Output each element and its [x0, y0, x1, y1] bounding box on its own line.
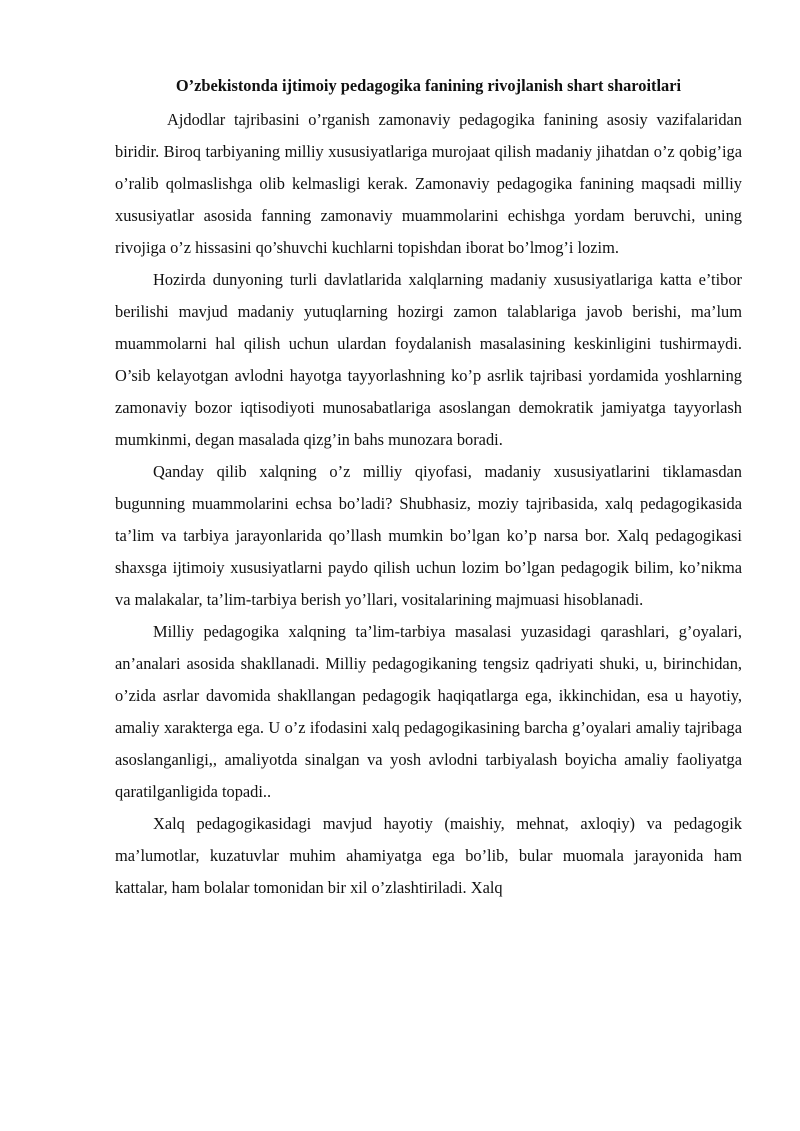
paragraph-5: Xalq pedagogikasidagi mavjud hayotiy (maishiy, mehnat, axloqiy) va pedagogik ma’lumotlar, kuzatuvlar muhim ahamiyatga ega bo’lib, bular muomala jarayonida ham kattalar, ham bolalar tomonidan bir xil o’zlashtiriladi. Xalq — [115, 814, 742, 897]
paragraph-4: Milliy pedagogika xalqning ta’lim-tarbiya masalasi yuzasidagi qarashlari, g’oyalari, an’analari asosida shakllanadi. Milliy pedagogikaning tengsiz qadriyati shuki, u, birinchidan, o’zida asrlar davomida shakllangan pedagogik haqiqatlarga ega, ikkinchidan, esa u hayotiy, amaliy xarakterga ega. U o’z ifodasini xalq pedagogikasining barcha g’oyalari amaliy tajribaga asoslanganligi,, amaliyotda sinalgan va yosh avlodni tarbiyalash boyicha amaliy faoliyatga qaratilganligida topadi.. — [115, 622, 742, 801]
page-title: O’zbekistonda ijtimoiy pedagogika fanining rivojlanish shart sharoitlari — [175, 76, 682, 95]
document-page — [115, 70, 742, 904]
paragraph-3: Qanday qilib xalqning o’z milliy qiyofasi, madaniy xususiyatlarini tiklamasdan bugunning muammolarini echsa bo’ladi? Shubhasiz, moziy tajribasida, xalq pedagogikasida ta’lim va tarbiya jarayonlarida qo’llash mumkin bo’lgan ko’p narsa bor. Xalq pedagogikasi shaxsga ijtimoiy xususiyatlarni paydo qilish uchun lozim bo’lgan pedagogik bilim, ko’nikma va malakalar, ta’lim-tarbiya berish yo’llari, vositalarining majmuasi hisoblanadi. — [115, 462, 742, 609]
paragraph-1: Ajdodlar tajribasini o’rganish zamonaviy pedagogika fanining asosiy vazifalaridan biridir. Biroq tarbiyaning milliy xususiyatlariga murojaat qilish madaniy jihatdan o’z qobig’iga o’ralib qolmaslishga olib kelmasligi kerak. Zamonaviy pedagogika fanining maqsadi milliy xususiyatlar asosida fanning zamonaviy muammolarini echishga yordam beruvchi, uning rivojiga o’z hissasini qo’shuvchi kuchlarni topishdan iborat bo’lmog’i lozim. — [115, 110, 742, 257]
paragraph-2: Hozirda dunyoning turli davlatlarida xalqlarning madaniy xususiyatlariga katta e’tibor berilishi mavjud madaniy yutuqlarning hozirgi zamon talablariga javob berishi, ma’lum muammolarni hal qilish uchun ulardan foydalanish masalasining keskinligini tushirmaydi. O’sib kelayotgan avlodni hayotga tayyorlashning ko’p asrlik tajribasi yordamida yoshlarning zamonaviy bozor iqtisodiyoti munosabatlariga asoslangan demokratik jamiyatga tayyorlash mumkinmi, degan masalada qizg’in bahs munozara boradi. — [115, 270, 742, 449]
